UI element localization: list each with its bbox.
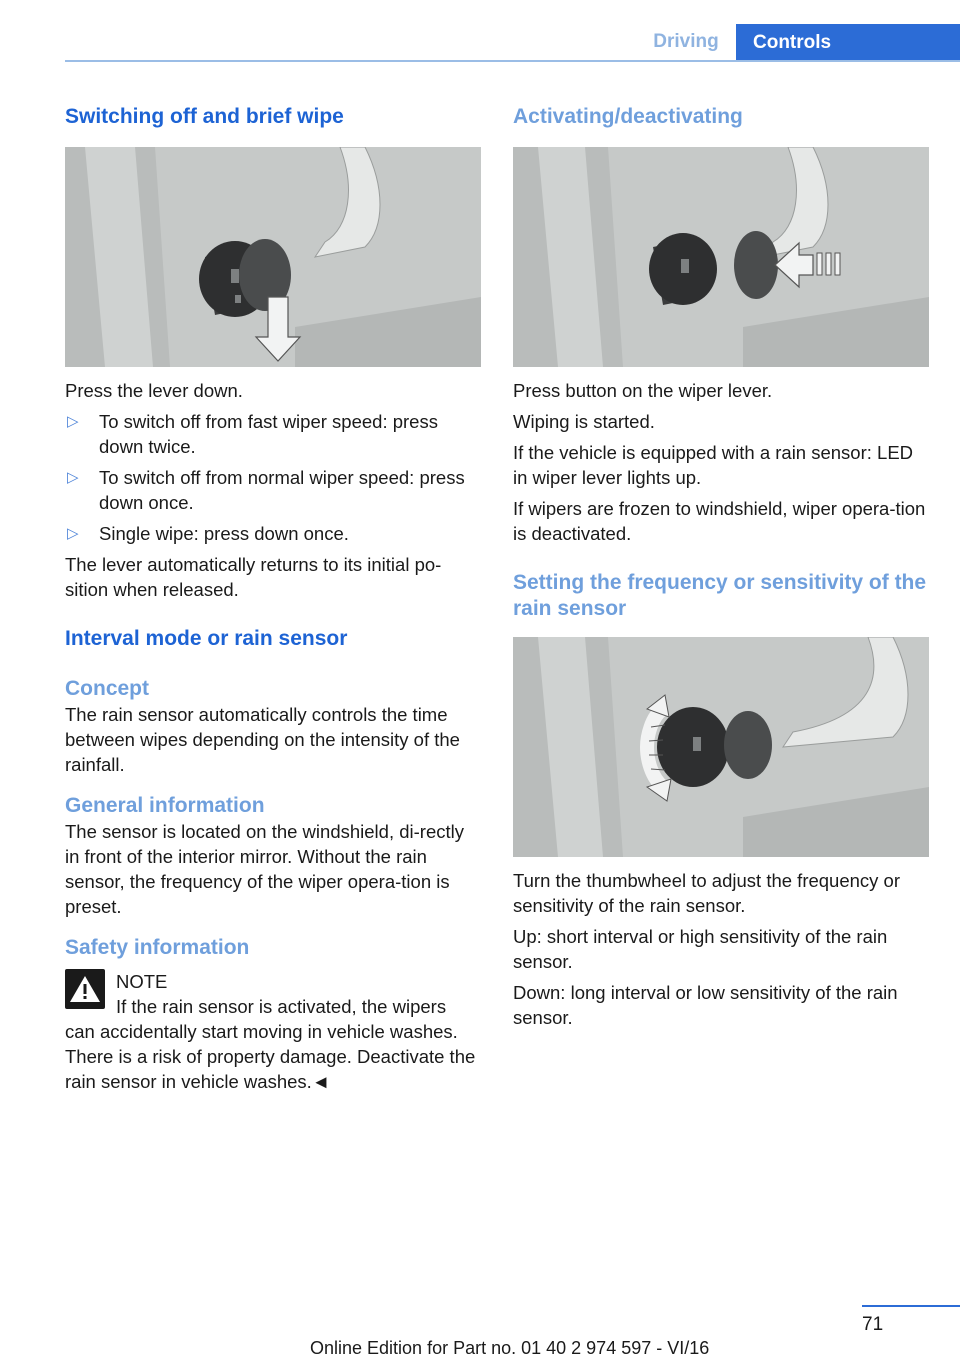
paragraph: Up: short interval or high sensitivity of the rain sensor. — [513, 926, 888, 972]
left-column — [65, 100, 481, 1094]
general-text: The sensor is located on the windshield, di‐rectly in front of the interior mirror. Without the rain sensor, the frequency of the wiper opera‐tion is preset. — [65, 821, 464, 917]
heading-switching-off: Switching off and brief wipe — [65, 105, 344, 128]
paragraph: Press button on the wiper lever. — [513, 380, 773, 401]
figure-button-press — [513, 147, 929, 367]
footer-divider — [862, 1305, 960, 1307]
warning-icon — [65, 969, 105, 1009]
list-item — [65, 465, 481, 515]
paragraph: Turn the thumbwheel to adjust the frequency or sensitivity of the rain sensor. — [513, 870, 901, 916]
warning-note — [65, 969, 481, 1094]
list-item — [65, 409, 481, 459]
heading-general-information: General information — [65, 794, 265, 817]
lever-down-illustration — [65, 147, 481, 367]
button-press-illustration — [513, 147, 929, 367]
edition-line: Online Edition for Part no. 01 40 2 974 597 - VI/16 — [310, 1338, 710, 1358]
paragraph: Down: long interval or low sensitivity of the rain sensor. — [513, 982, 898, 1028]
figure-thumbwheel — [513, 637, 929, 857]
list-item — [65, 521, 481, 546]
warning-text: If the rain sensor is activated, the wipers can accidentally start moving in vehicle washes. There is a risk of property damage. Deactivate the rain sensor in vehicle washes.◄ — [65, 996, 476, 1092]
concept-text: The rain sensor automatically controls the time between wipes depending on the intensity of the rainfall. — [65, 704, 460, 775]
heading-setting-frequency: Setting the frequency or sensitivity of the rain sensor — [513, 571, 927, 620]
figure-lever-down — [65, 147, 481, 367]
heading-safety-information: Safety information — [65, 936, 250, 959]
list-item-text: To switch off from fast wiper speed: press down twice. — [99, 411, 438, 457]
page-header — [0, 24, 960, 62]
list-item-text: Single wipe: press down once. — [99, 523, 349, 544]
header-divider — [65, 60, 960, 62]
paragraph: If the vehicle is equipped with a rain sensor: LED in wiper lever lights up. — [513, 442, 914, 488]
section-tab-driving[interactable]: Driving — [653, 31, 719, 52]
thumbwheel-illustration — [513, 637, 929, 857]
paragraph: If wipers are frozen to windshield, wiper opera‐tion is deactivated. — [513, 498, 926, 544]
return-text: The lever automatically returns to its initial po‐sition when released. — [65, 554, 442, 600]
triangle-bullet-icon: ▷ — [67, 469, 79, 486]
page-number: 71 — [862, 1314, 884, 1335]
paragraph: Wiping is started. — [513, 411, 655, 432]
triangle-bullet-icon: ▷ — [67, 413, 79, 430]
heading-interval-mode: Interval mode or rain sensor — [65, 627, 348, 650]
right-column — [513, 100, 929, 1030]
triangle-bullet-icon: ▷ — [67, 525, 79, 542]
warning-label: NOTE — [116, 971, 168, 992]
section-tab-controls[interactable]: Controls — [736, 24, 960, 62]
list-item-text: To switch off from normal wiper speed: press down once. — [99, 467, 465, 513]
intro-text: Press the lever down. — [65, 380, 243, 401]
heading-concept: Concept — [65, 677, 149, 700]
heading-activating: Activating/deactivating — [513, 105, 743, 128]
